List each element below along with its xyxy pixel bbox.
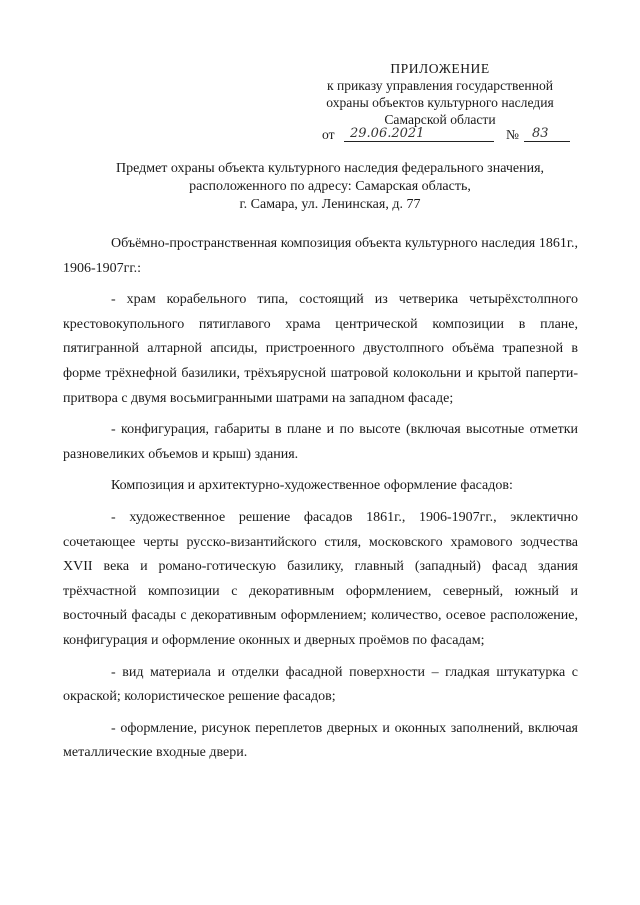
subject-line-1: Предмет охраны объекта культурного наследия федерального значения, (115, 161, 545, 176)
document-body (63, 232, 578, 773)
appendix-line-3: Самарской области (384, 112, 496, 127)
subject-line-3: г. Самара, ул. Ленинская, д. 77 (239, 197, 421, 212)
appendix-line-1: к приказу управления государственной (326, 78, 554, 93)
order-date-number-row (322, 127, 577, 147)
paragraph-door-window-fillings: - оформление, рисунок переплетов дверных и оконных заполнений, включая металлические входные двери. (63, 720, 578, 761)
paragraph-configuration: - конфигурация, габариты в плане и по высоте (включая высотные отметки разновеликих объемов и крыш) здания. (63, 422, 578, 462)
from-label: от (322, 127, 335, 142)
appendix-line-2: охраны объектов культурного наследия (326, 95, 554, 110)
subject-heading (70, 160, 590, 214)
paragraph-artistic-solution: - художественное решение фасадов 1861г., 1906-1907гг., эклектично сочетающее черты русско-византийского стиля, московского храмового зодчества XVII века и романо-готическую базилику, главный (западный) фасад здания трёхчастной композиции с декоративным оформлением, северный, южный и восточный фасады с декоративным оформлением; количество, осевое расположение, конфигурация и оформление оконных и дверных проёмов по фасадам; (63, 509, 578, 648)
paragraph-facade-composition: Композиция и архитектурно-художественное оформление фасадов: (111, 478, 513, 494)
handwritten-number: 83 (532, 126, 549, 141)
date-underline (344, 141, 494, 142)
paragraph-volume-composition: Объёмно-пространственная композиция объекта культурного наследия 1861г., 1906-1907гг.: (63, 236, 578, 276)
appendix-header (305, 60, 575, 128)
paragraph-materials: - вид материала и отделки фасадной поверхности – гладкая штукатурка с окраской; колористическое решение фасадов; (63, 664, 578, 705)
paragraph-temple-type: - храм корабельного типа, состоящий из четверика четырёхстолпного крестовокупольного пятиглавого храма центрической композиции в плане, пятигранной алтарной апсиды, пристроенного двустолпного объёма трапезной в форме трёхнефной базилики, трёхъярусной шатровой колокольни и крытой паперти-притвора с двумя восьмигранными шатрами на западном фасаде; (63, 292, 578, 406)
handwritten-date: 29.06.2021 (350, 126, 425, 141)
subject-line-2: расположенного по адресу: Самарская область, (189, 179, 471, 194)
number-label: № (506, 127, 519, 142)
appendix-title: ПРИЛОЖЕНИЕ (390, 61, 490, 76)
number-underline (524, 141, 570, 142)
